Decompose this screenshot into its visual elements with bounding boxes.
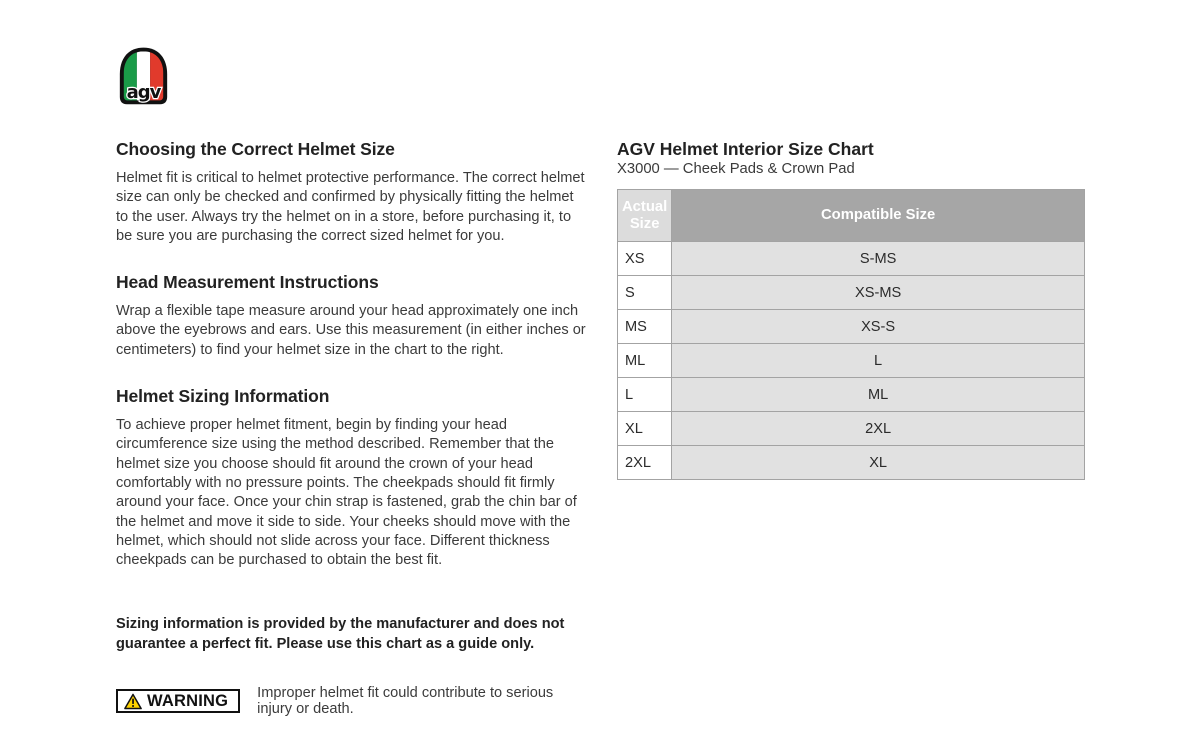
actual-size-cell: XL xyxy=(618,412,672,446)
actual-size-cell: L xyxy=(618,378,672,412)
warning-row xyxy=(116,685,588,717)
manufacturer-disclaimer: Sizing information is provided by the manufacturer and does not guarantee a perfect fit. Please use this chart as a guide only. xyxy=(116,616,565,653)
column-header-compatible-size: Compatible Size xyxy=(672,190,1085,242)
table-row xyxy=(618,276,1085,310)
sizing-guide-column xyxy=(116,138,588,717)
table-row xyxy=(618,412,1085,446)
table-row xyxy=(618,378,1085,412)
size-chart-column xyxy=(617,138,1085,480)
section-body: Helmet fit is critical to helmet protective performance. The correct helmet size can only be checked and confirmed by physically fitting the helmet to the user. Always try the helmet on in a store, before purchasing it, to be sure you are purchasing the correct sized helmet for you. xyxy=(116,170,585,244)
size-chart-subtitle: X3000 — Cheek Pads & Crown Pad xyxy=(617,161,855,177)
compatible-size-cell: S-MS xyxy=(672,242,1085,276)
warning-badge xyxy=(116,689,240,713)
compatible-size-cell: XL xyxy=(672,446,1085,480)
warning-text: Improper helmet fit could contribute to serious injury or death. xyxy=(257,685,554,718)
actual-size-cell: 2XL xyxy=(618,446,672,480)
actual-size-cell: S xyxy=(618,276,672,310)
agv-helmet-flag-icon xyxy=(117,46,170,106)
agv-logo xyxy=(117,46,170,106)
warning-label: WARNING xyxy=(147,691,229,710)
table-row xyxy=(618,344,1085,378)
size-chart-table xyxy=(617,189,1085,480)
actual-size-cell: MS xyxy=(618,310,672,344)
section-heading: Choosing the Correct Helmet Size xyxy=(116,139,395,159)
compatible-size-cell: ML xyxy=(672,378,1085,412)
column-header-actual-size: Actual Size xyxy=(618,190,672,242)
compatible-size-cell: L xyxy=(672,344,1085,378)
svg-text:agv: agv xyxy=(126,81,161,103)
compatible-size-cell: XS-MS xyxy=(672,276,1085,310)
compatible-size-cell: XS-S xyxy=(672,310,1085,344)
section-heading: Helmet Sizing Information xyxy=(116,386,330,407)
table-header-row xyxy=(618,190,1085,242)
actual-size-cell: ML xyxy=(618,344,672,378)
section-body: To achieve proper helmet fitment, begin by finding your head circumference size using the method described. Remember that the helmet size you choose should fit around the crown of your head comfortably with no pressure points. The cheekpads should fit firmly around your face. Once your chin strap is fastened, grab the chin bar of the helmet and move it side to side. Your cheeks should move with the helmet, which should not slide across your face. Different thickness cheekpads can be purchased to obtain the best fit. xyxy=(116,417,577,569)
table-row xyxy=(618,242,1085,276)
section-sizing-information xyxy=(116,385,588,570)
compatible-size-cell: 2XL xyxy=(672,412,1085,446)
section-head-measurement xyxy=(116,271,588,360)
size-chart-title: AGV Helmet Interior Size Chart xyxy=(617,139,874,159)
section-heading: Head Measurement Instructions xyxy=(116,272,379,293)
table-row xyxy=(618,310,1085,344)
section-body: Wrap a flexible tape measure around your head approximately one inch above the eyebrows and ears. Use this measurement (in either inches or centimeters) to find your helmet size in the chart to the right. xyxy=(116,303,586,358)
section-choosing-size xyxy=(116,138,588,246)
warning-triangle-icon xyxy=(124,693,142,710)
actual-size-cell: XS xyxy=(618,242,672,276)
table-row xyxy=(618,446,1085,480)
